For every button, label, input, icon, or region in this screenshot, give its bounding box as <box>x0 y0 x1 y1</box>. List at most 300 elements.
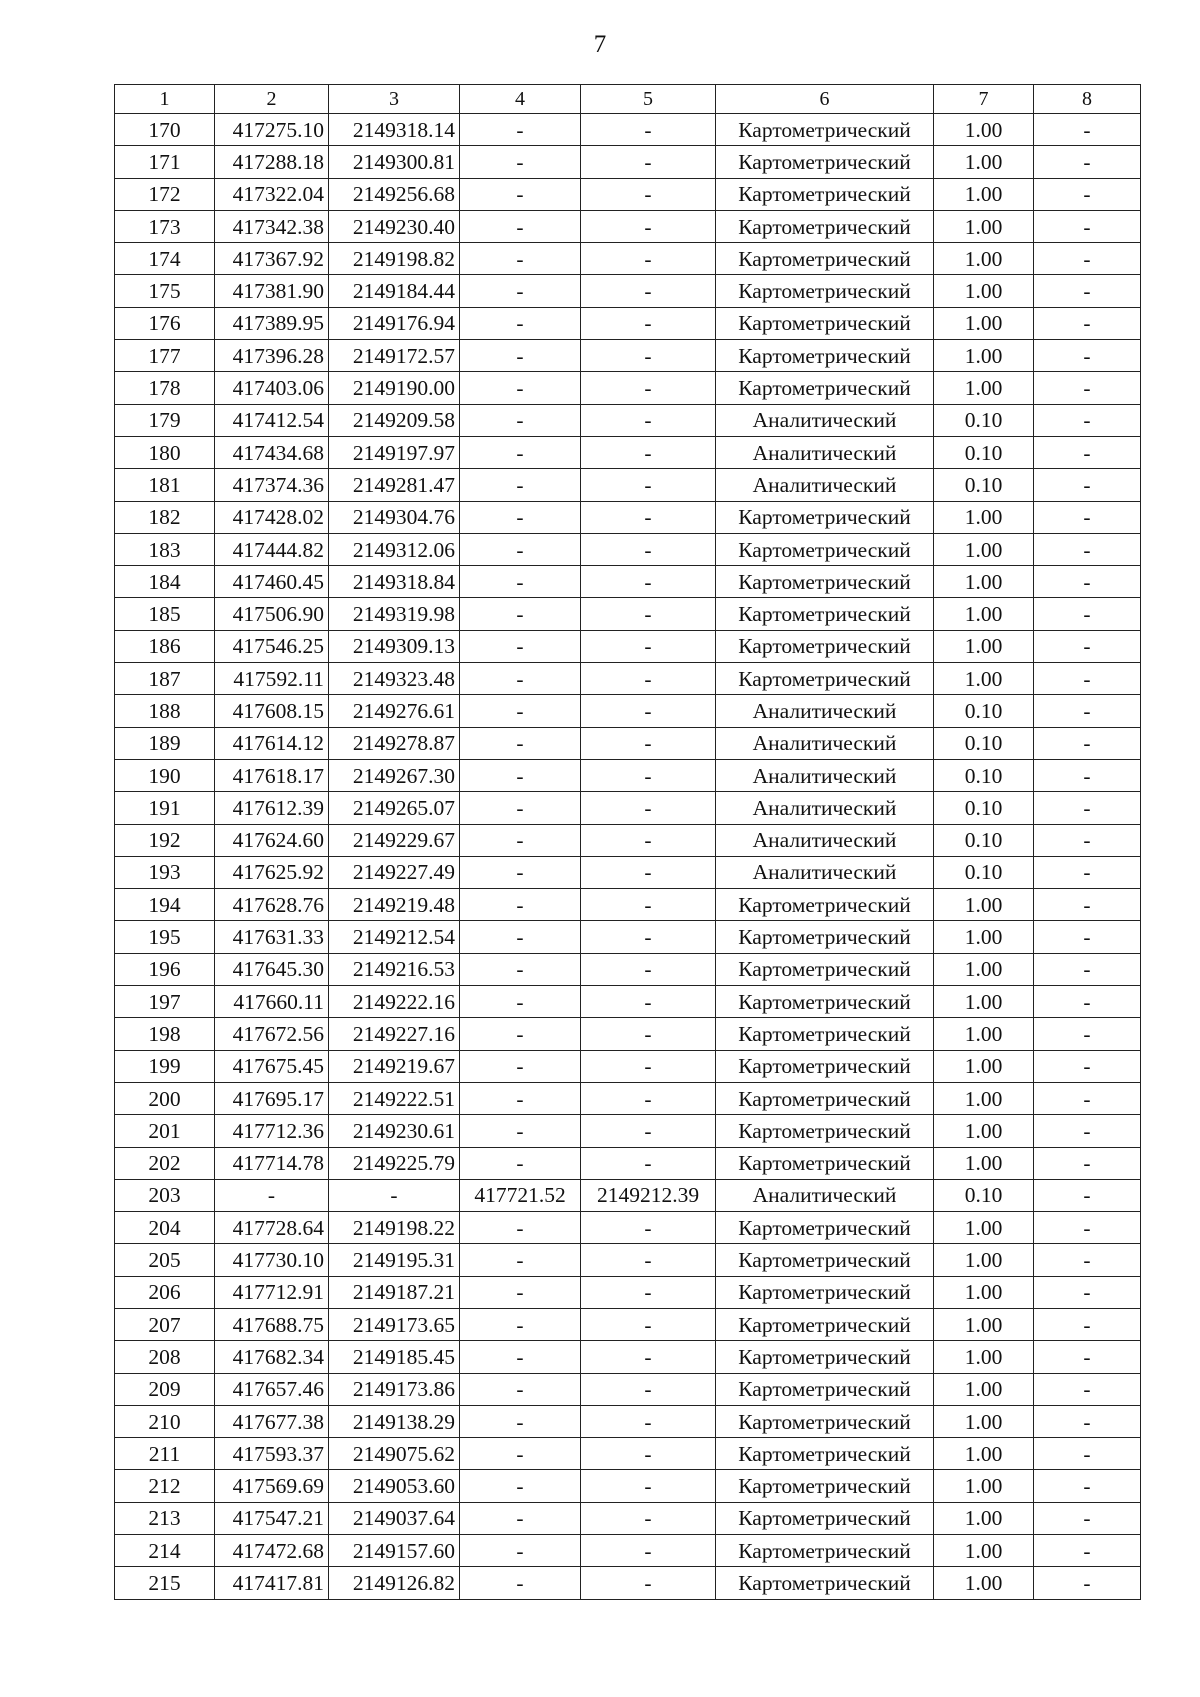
table-cell-col-3: 2149195.31 <box>329 1244 460 1276</box>
table-cell-col-7: 1.00 <box>934 1535 1034 1567</box>
table-cell-col-1: 174 <box>115 243 215 275</box>
table-cell-col-1: 202 <box>115 1147 215 1179</box>
table-row <box>115 1050 1141 1082</box>
table-cell-col-5: - <box>581 986 716 1018</box>
table-cell-col-7: 1.00 <box>934 1373 1034 1405</box>
table-cell-col-1: 208 <box>115 1341 215 1373</box>
table-cell-col-2: 417677.38 <box>215 1405 329 1437</box>
table-cell-col-1: 205 <box>115 1244 215 1276</box>
table-row <box>115 1115 1141 1147</box>
table-cell-col-2: 417546.25 <box>215 630 329 662</box>
table-cell-col-7: 1.00 <box>934 889 1034 921</box>
table-cell-col-1: 179 <box>115 404 215 436</box>
table-row <box>115 501 1141 533</box>
table-cell-col-3: 2149176.94 <box>329 307 460 339</box>
table-cell-col-6: Аналитический <box>716 404 934 436</box>
table-cell-col-6: Картометрический <box>716 1470 934 1502</box>
table-cell-col-8: - <box>1034 114 1141 146</box>
table-row <box>115 404 1141 436</box>
table-cell-col-1: 207 <box>115 1308 215 1340</box>
table-cell-col-6: Аналитический <box>716 759 934 791</box>
table-cell-col-1: 176 <box>115 307 215 339</box>
table-cell-col-2: 417608.15 <box>215 695 329 727</box>
table-cell-col-6: Картометрический <box>716 1502 934 1534</box>
table-cell-col-8: - <box>1034 824 1141 856</box>
table-cell-col-5: - <box>581 759 716 791</box>
table-cell-col-3: 2149190.00 <box>329 372 460 404</box>
table-cell-col-4: - <box>460 663 581 695</box>
table-cell-col-1: 188 <box>115 695 215 727</box>
table-cell-col-7: 1.00 <box>934 501 1034 533</box>
table-cell-col-7: 0.10 <box>934 824 1034 856</box>
table-cell-col-8: - <box>1034 501 1141 533</box>
table-cell-col-8: - <box>1034 436 1141 468</box>
table-cell-col-2: - <box>215 1179 329 1211</box>
table-cell-col-1: 193 <box>115 856 215 888</box>
table-row <box>115 566 1141 598</box>
table-cell-col-3: 2149227.16 <box>329 1018 460 1050</box>
table-cell-col-2: 417645.30 <box>215 953 329 985</box>
table-cell-col-7: 1.00 <box>934 210 1034 242</box>
table-cell-col-2: 417288.18 <box>215 146 329 178</box>
table-cell-col-4: - <box>460 469 581 501</box>
table-cell-col-6: Картометрический <box>716 114 934 146</box>
table-cell-col-4: - <box>460 727 581 759</box>
table-row <box>115 275 1141 307</box>
table-cell-col-2: 417625.92 <box>215 856 329 888</box>
table-cell-col-5: - <box>581 340 716 372</box>
table-cell-col-7: 0.10 <box>934 792 1034 824</box>
table-cell-col-2: 417728.64 <box>215 1212 329 1244</box>
table-cell-col-5: - <box>581 1276 716 1308</box>
table-row <box>115 307 1141 339</box>
table-cell-col-3: 2149126.82 <box>329 1567 460 1599</box>
table-cell-col-3: 2149230.61 <box>329 1115 460 1147</box>
table-cell-col-5: - <box>581 501 716 533</box>
page-number: 7 <box>593 31 607 58</box>
table-row <box>115 1244 1141 1276</box>
table-cell-col-6: Картометрический <box>716 533 934 565</box>
table-row <box>115 824 1141 856</box>
table-cell-col-2: 417569.69 <box>215 1470 329 1502</box>
table-cell-col-3: 2149209.58 <box>329 404 460 436</box>
table-cell-col-3: 2149173.86 <box>329 1373 460 1405</box>
table-row <box>115 114 1141 146</box>
table-cell-col-8: - <box>1034 372 1141 404</box>
table-cell-col-1: 214 <box>115 1535 215 1567</box>
table-cell-col-7: 1.00 <box>934 953 1034 985</box>
table-cell-col-6: Картометрический <box>716 986 934 1018</box>
table-cell-col-4: - <box>460 1341 581 1373</box>
table-cell-col-7: 1.00 <box>934 1438 1034 1470</box>
table-cell-col-3: 2149173.65 <box>329 1308 460 1340</box>
table-cell-col-5: - <box>581 1115 716 1147</box>
table-cell-col-3: 2149198.22 <box>329 1212 460 1244</box>
table-cell-col-4: - <box>460 1276 581 1308</box>
table-cell-col-3: 2149037.64 <box>329 1502 460 1534</box>
table-cell-col-6: Картометрический <box>716 1018 934 1050</box>
table-header-row <box>115 85 1141 114</box>
table-cell-col-7: 1.00 <box>934 1567 1034 1599</box>
table-cell-col-5: - <box>581 372 716 404</box>
table-cell-col-7: 1.00 <box>934 1276 1034 1308</box>
table-cell-col-5: - <box>581 1212 716 1244</box>
table-cell-col-6: Картометрический <box>716 1212 934 1244</box>
table-cell-col-2: 417714.78 <box>215 1147 329 1179</box>
table-cell-col-3: 2149318.84 <box>329 566 460 598</box>
table-row <box>115 695 1141 727</box>
table-cell-col-3: 2149267.30 <box>329 759 460 791</box>
table-cell-col-8: - <box>1034 598 1141 630</box>
table-cell-col-7: 1.00 <box>934 921 1034 953</box>
table-cell-col-7: 1.00 <box>934 986 1034 1018</box>
table-row <box>115 889 1141 921</box>
table-cell-col-8: - <box>1034 1082 1141 1114</box>
table-cell-col-4: - <box>460 921 581 953</box>
table-cell-col-1: 213 <box>115 1502 215 1534</box>
table-cell-col-7: 1.00 <box>934 372 1034 404</box>
table-cell-col-6: Картометрический <box>716 210 934 242</box>
table-cell-col-8: - <box>1034 146 1141 178</box>
table-cell-col-1: 173 <box>115 210 215 242</box>
table-row <box>115 533 1141 565</box>
table-cell-col-4: - <box>460 1115 581 1147</box>
column-header-2: 2 <box>215 85 329 114</box>
table-cell-col-1: 186 <box>115 630 215 662</box>
table-cell-col-6: Аналитический <box>716 727 934 759</box>
table-cell-col-6: Картометрический <box>716 663 934 695</box>
table-cell-col-7: 1.00 <box>934 1470 1034 1502</box>
table-cell-col-6: Картометрический <box>716 243 934 275</box>
table-cell-col-2: 417682.34 <box>215 1341 329 1373</box>
table-cell-col-4: - <box>460 1212 581 1244</box>
table-cell-col-4: - <box>460 1470 581 1502</box>
table-cell-col-7: 1.00 <box>934 663 1034 695</box>
table-cell-col-1: 184 <box>115 566 215 598</box>
table-cell-col-6: Картометрический <box>716 307 934 339</box>
table-cell-col-2: 417434.68 <box>215 436 329 468</box>
table-cell-col-5: 2149212.39 <box>581 1179 716 1211</box>
table-cell-col-7: 1.00 <box>934 1018 1034 1050</box>
table-cell-col-3: 2149157.60 <box>329 1535 460 1567</box>
table-cell-col-6: Картометрический <box>716 146 934 178</box>
table-cell-col-8: - <box>1034 921 1141 953</box>
table-cell-col-2: 417417.81 <box>215 1567 329 1599</box>
table-cell-col-5: - <box>581 1470 716 1502</box>
table-cell-col-5: - <box>581 469 716 501</box>
table-cell-col-1: 181 <box>115 469 215 501</box>
table-cell-col-7: 1.00 <box>934 1082 1034 1114</box>
table-cell-col-4: - <box>460 1082 581 1114</box>
table-cell-col-1: 194 <box>115 889 215 921</box>
table-cell-col-3: 2149323.48 <box>329 663 460 695</box>
table-cell-col-5: - <box>581 275 716 307</box>
table-cell-col-3: 2149230.40 <box>329 210 460 242</box>
table-cell-col-7: 1.00 <box>934 243 1034 275</box>
table-cell-col-1: 215 <box>115 1567 215 1599</box>
table-cell-col-2: 417614.12 <box>215 727 329 759</box>
table-cell-col-4: - <box>460 1050 581 1082</box>
table-cell-col-7: 1.00 <box>934 1244 1034 1276</box>
table-cell-col-7: 0.10 <box>934 404 1034 436</box>
table-cell-col-6: Аналитический <box>716 1179 934 1211</box>
table-row <box>115 1502 1141 1534</box>
table-cell-col-7: 0.10 <box>934 1179 1034 1211</box>
table-cell-col-7: 1.00 <box>934 1405 1034 1437</box>
table-cell-col-7: 1.00 <box>934 1147 1034 1179</box>
table-cell-col-6: Картометрический <box>716 1082 934 1114</box>
table-cell-col-4: - <box>460 695 581 727</box>
table-cell-col-4: - <box>460 210 581 242</box>
table-cell-col-5: - <box>581 210 716 242</box>
table-row <box>115 243 1141 275</box>
table-cell-col-1: 195 <box>115 921 215 953</box>
table-cell-col-8: - <box>1034 1535 1141 1567</box>
table-cell-col-4: - <box>460 501 581 533</box>
table-cell-col-2: 417444.82 <box>215 533 329 565</box>
table-cell-col-6: Картометрический <box>716 630 934 662</box>
table-cell-col-8: - <box>1034 663 1141 695</box>
column-header-3: 3 <box>329 85 460 114</box>
table-cell-col-2: 417730.10 <box>215 1244 329 1276</box>
table-cell-col-7: 1.00 <box>934 114 1034 146</box>
table-cell-col-8: - <box>1034 275 1141 307</box>
table-cell-col-7: 1.00 <box>934 1308 1034 1340</box>
table-cell-col-8: - <box>1034 1341 1141 1373</box>
table-cell-col-4: - <box>460 1502 581 1534</box>
table-cell-col-4: - <box>460 275 581 307</box>
table-cell-col-5: - <box>581 1082 716 1114</box>
table-cell-col-3: 2149304.76 <box>329 501 460 533</box>
table-cell-col-8: - <box>1034 889 1141 921</box>
table-cell-col-5: - <box>581 566 716 598</box>
table-cell-col-6: Картометрический <box>716 1535 934 1567</box>
table-cell-col-3: 2149312.06 <box>329 533 460 565</box>
table-row <box>115 1082 1141 1114</box>
table-cell-col-1: 212 <box>115 1470 215 1502</box>
table-cell-col-8: - <box>1034 340 1141 372</box>
table-cell-col-2: 417657.46 <box>215 1373 329 1405</box>
table-cell-col-8: - <box>1034 1147 1141 1179</box>
table-cell-col-7: 1.00 <box>934 340 1034 372</box>
table-cell-col-3: 2149053.60 <box>329 1470 460 1502</box>
table-cell-col-5: - <box>581 178 716 210</box>
table-row <box>115 1470 1141 1502</box>
table-cell-col-6: Картометрический <box>716 1276 934 1308</box>
table-cell-col-7: 0.10 <box>934 469 1034 501</box>
table-cell-col-4: - <box>460 243 581 275</box>
table-cell-col-4: - <box>460 1244 581 1276</box>
table-cell-col-7: 1.00 <box>934 1502 1034 1534</box>
table-row <box>115 953 1141 985</box>
table-cell-col-6: Аналитический <box>716 824 934 856</box>
table-cell-col-5: - <box>581 1244 716 1276</box>
table-cell-col-1: 203 <box>115 1179 215 1211</box>
table-cell-col-6: Аналитический <box>716 469 934 501</box>
table-cell-col-5: - <box>581 243 716 275</box>
table-cell-col-5: - <box>581 889 716 921</box>
table-cell-col-2: 417675.45 <box>215 1050 329 1082</box>
table-cell-col-2: 417403.06 <box>215 372 329 404</box>
table-cell-col-2: 417389.95 <box>215 307 329 339</box>
table-body <box>115 114 1141 1600</box>
table-cell-col-3: 2149216.53 <box>329 953 460 985</box>
table-cell-col-1: 200 <box>115 1082 215 1114</box>
table-cell-col-8: - <box>1034 630 1141 662</box>
table-row <box>115 1405 1141 1437</box>
table-cell-col-1: 185 <box>115 598 215 630</box>
table-cell-col-6: Картометрический <box>716 1147 934 1179</box>
table-cell-col-5: - <box>581 146 716 178</box>
table-cell-col-3: 2149219.67 <box>329 1050 460 1082</box>
table-cell-col-6: Картометрический <box>716 1405 934 1437</box>
table-row <box>115 792 1141 824</box>
table-cell-col-6: Аналитический <box>716 436 934 468</box>
table-cell-col-4: - <box>460 889 581 921</box>
table-cell-col-6: Аналитический <box>716 792 934 824</box>
table-cell-col-2: 417506.90 <box>215 598 329 630</box>
table-cell-col-7: 1.00 <box>934 1212 1034 1244</box>
column-header-7: 7 <box>934 85 1034 114</box>
table-cell-col-6: Аналитический <box>716 695 934 727</box>
table-cell-col-6: Картометрический <box>716 921 934 953</box>
table-cell-col-4: - <box>460 436 581 468</box>
table-cell-col-8: - <box>1034 469 1141 501</box>
table-cell-col-5: - <box>581 1308 716 1340</box>
table-cell-col-4: - <box>460 372 581 404</box>
table-cell-col-3: 2149222.51 <box>329 1082 460 1114</box>
table-cell-col-3: 2149198.82 <box>329 243 460 275</box>
table-row <box>115 1212 1141 1244</box>
table-cell-col-3: 2149300.81 <box>329 146 460 178</box>
table-cell-col-2: 417688.75 <box>215 1308 329 1340</box>
table-cell-col-4: - <box>460 1405 581 1437</box>
table-cell-col-1: 182 <box>115 501 215 533</box>
table-cell-col-5: - <box>581 695 716 727</box>
table-cell-col-5: - <box>581 114 716 146</box>
table-cell-col-8: - <box>1034 178 1141 210</box>
table-cell-col-4: - <box>460 598 581 630</box>
table-cell-col-1: 171 <box>115 146 215 178</box>
table-cell-col-8: - <box>1034 1179 1141 1211</box>
table-cell-col-3: 2149318.14 <box>329 114 460 146</box>
table-cell-col-5: - <box>581 1050 716 1082</box>
table-cell-col-6: Картометрический <box>716 1567 934 1599</box>
table-cell-col-7: 1.00 <box>934 178 1034 210</box>
table-cell-col-1: 201 <box>115 1115 215 1147</box>
table-cell-col-2: 417472.68 <box>215 1535 329 1567</box>
table-row <box>115 1438 1141 1470</box>
table-row <box>115 178 1141 210</box>
table-row <box>115 759 1141 791</box>
table-cell-col-8: - <box>1034 953 1141 985</box>
table-cell-col-5: - <box>581 1373 716 1405</box>
table-cell-col-6: Картометрический <box>716 1244 934 1276</box>
table-cell-col-2: 417592.11 <box>215 663 329 695</box>
table-row <box>115 921 1141 953</box>
table-cell-col-2: 417660.11 <box>215 986 329 1018</box>
table-cell-col-2: 417624.60 <box>215 824 329 856</box>
table-cell-col-5: - <box>581 436 716 468</box>
table-cell-col-1: 178 <box>115 372 215 404</box>
table-cell-col-8: - <box>1034 856 1141 888</box>
table-cell-col-7: 1.00 <box>934 307 1034 339</box>
table-cell-col-4: - <box>460 792 581 824</box>
table-cell-col-1: 172 <box>115 178 215 210</box>
table-cell-col-2: 417275.10 <box>215 114 329 146</box>
table-cell-col-7: 0.10 <box>934 856 1034 888</box>
table-row <box>115 727 1141 759</box>
table-cell-col-6: Картометрический <box>716 340 934 372</box>
table-row <box>115 146 1141 178</box>
table-cell-col-4: - <box>460 759 581 791</box>
column-header-1: 1 <box>115 85 215 114</box>
table-cell-col-2: 417593.37 <box>215 1438 329 1470</box>
table-cell-col-8: - <box>1034 1050 1141 1082</box>
table-cell-col-3: 2149276.61 <box>329 695 460 727</box>
table-cell-col-7: 0.10 <box>934 727 1034 759</box>
table-cell-col-8: - <box>1034 986 1141 1018</box>
table-cell-col-4: - <box>460 178 581 210</box>
table-cell-col-6: Картометрический <box>716 1373 934 1405</box>
table-cell-col-3: 2149319.98 <box>329 598 460 630</box>
table-cell-col-3: 2149185.45 <box>329 1341 460 1373</box>
table-cell-col-4: - <box>460 986 581 1018</box>
table-cell-col-7: 0.10 <box>934 759 1034 791</box>
table-cell-col-8: - <box>1034 307 1141 339</box>
table-cell-col-6: Картометрический <box>716 501 934 533</box>
table-cell-col-2: 417631.33 <box>215 921 329 953</box>
table-cell-col-4: - <box>460 1308 581 1340</box>
table-cell-col-4: - <box>460 1535 581 1567</box>
table-cell-col-1: 189 <box>115 727 215 759</box>
table-cell-col-8: - <box>1034 1276 1141 1308</box>
table-cell-col-2: 417628.76 <box>215 889 329 921</box>
table-cell-col-3: 2149227.49 <box>329 856 460 888</box>
table-cell-col-6: Картометрический <box>716 1308 934 1340</box>
table-cell-col-8: - <box>1034 1567 1141 1599</box>
table-cell-col-3: 2149219.48 <box>329 889 460 921</box>
table-cell-col-8: - <box>1034 566 1141 598</box>
table-cell-col-6: Картометрический <box>716 178 934 210</box>
table-cell-col-4: - <box>460 1567 581 1599</box>
table-cell-col-5: - <box>581 1535 716 1567</box>
table-cell-col-6: Картометрический <box>716 1341 934 1373</box>
table-cell-col-5: - <box>581 1018 716 1050</box>
table-cell-col-1: 175 <box>115 275 215 307</box>
table-row <box>115 986 1141 1018</box>
table-cell-col-3: 2149197.97 <box>329 436 460 468</box>
table-cell-col-8: - <box>1034 533 1141 565</box>
column-header-5: 5 <box>581 85 716 114</box>
table-cell-col-2: 417396.28 <box>215 340 329 372</box>
table-cell-col-4: - <box>460 114 581 146</box>
table-cell-col-5: - <box>581 921 716 953</box>
table-cell-col-3: 2149278.87 <box>329 727 460 759</box>
table-row <box>115 469 1141 501</box>
table-cell-col-1: 204 <box>115 1212 215 1244</box>
column-header-8: 8 <box>1034 85 1141 114</box>
table-cell-col-8: - <box>1034 1212 1141 1244</box>
table-cell-col-7: 1.00 <box>934 630 1034 662</box>
table-cell-col-8: - <box>1034 1470 1141 1502</box>
table-cell-col-8: - <box>1034 1373 1141 1405</box>
table-cell-col-5: - <box>581 953 716 985</box>
table-cell-col-7: 1.00 <box>934 1050 1034 1082</box>
table-cell-col-8: - <box>1034 404 1141 436</box>
table-cell-col-8: - <box>1034 1018 1141 1050</box>
table-cell-col-3: 2149265.07 <box>329 792 460 824</box>
